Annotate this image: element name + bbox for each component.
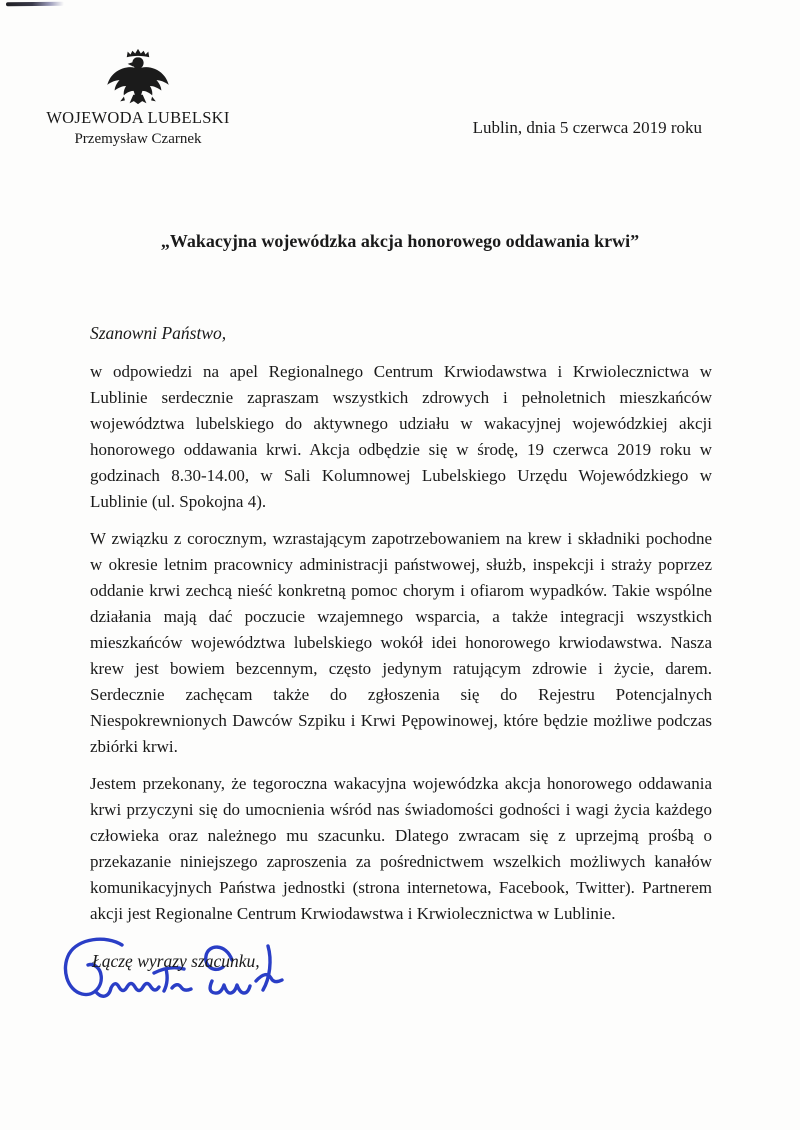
sender-office: WOJEWODA LUBELSKI xyxy=(46,108,230,127)
closing-phrase: Łączę wyrazy szacunku, xyxy=(92,951,260,971)
paragraph-2: W związku z corocznym, wzrastającym zapotrzebowaniem na krew i składniki pochodne w okresie letnim pracownicy administracji państwowej, służb, inspekcji i straży poprzez oddanie krwi zechcą nieść konkretną pomoc chorym i ofiarom wypadków. Takie wspólne działania mają dać poczucie wzajemnego wsparcia, a także integracji wszystkich mieszkańców województwa lubelskiego wokół idei honorowego krwiodawstwa. Nasza krew jest bowiem bezcennym, często jedynym ratującym zdrowie i życie, darem. Serdecznie zachęcam także do zgłoszenia się do Rejestru Potencjalnych Niespokrewnionych Dawców Szpiku i Krwi Pępowinowej, które będzie możliwe podczas zbiórki krwi. xyxy=(90,529,712,756)
letter-body xyxy=(90,320,712,938)
salutation: Szanowni Państwo, xyxy=(90,323,227,343)
paragraph-1: w odpowiedzi na apel Regionalnego Centrum Krwiodawstwa i Krwiolecznictwa w Lublinie serdecznie zapraszam wszystkich zdrowych i pełnoletnich mieszkańców województwa lubelskiego do aktywnego udziału w wakacyjnej wojewódzkiej akcji honorowego oddawania krwi. Akcja odbędzie się w środę, 19 czerwca 2019 roku w godzinach 8.30-14.00, w Sali Kolumnowej Lubelskiego Urzędu Wojewódzkiego w Lublinie (ul. Spokojna 4). xyxy=(90,362,712,511)
sender-block xyxy=(42,46,234,148)
sender-name: Przemysław Czarnek xyxy=(74,131,202,147)
letter-title: „Wakacyjna wojewódzka akcja honorowego oddawania krwi” xyxy=(160,231,640,251)
handwritten-signature-icon xyxy=(60,936,304,1012)
paragraph-3: Jestem przekonany, że tegoroczna wakacyjna wojewódzka akcja honorowego oddawania krwi przyczyni się do umocnienia wśród nas świadomości godności i wagi życia każdego człowieka oraz należnego mu szacunku. Dlatego zwracam się z uprzejmą prośbą o przekazanie niniejszego zaproszenia za pośrednictwem wszelkich możliwych kanałów komunikacyjnych Państwa jednostki (strona internetowa, Facebook, Twitter). Partnerem akcji jest Regionalne Centrum Krwiodawstwa i Krwiolecznictwa w Lublinie. xyxy=(90,774,712,923)
scan-artifact xyxy=(6,2,64,7)
dateline: Lublin, dnia 5 czerwca 2019 roku xyxy=(472,118,702,137)
polish-eagle-coat-of-arms-icon xyxy=(105,46,171,106)
